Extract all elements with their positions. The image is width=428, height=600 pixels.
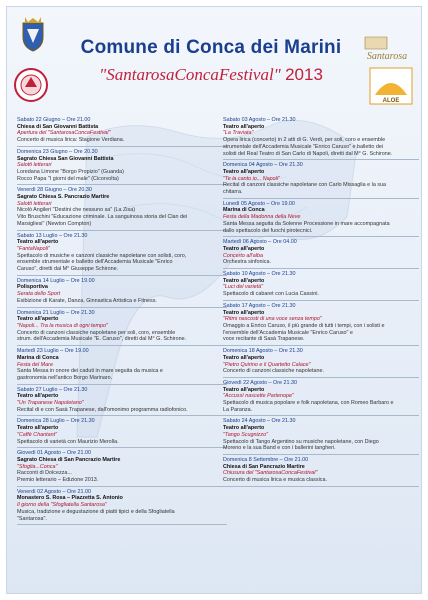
event-description-line: "Santarosa". bbox=[17, 515, 47, 522]
event-item bbox=[17, 185, 227, 230]
event-title: "Sfoglia...Conca" bbox=[17, 463, 58, 470]
event-description-line: Spettacolo di varietà con Maurizio Merolla. bbox=[17, 438, 119, 445]
event-description-line: La Paranza. bbox=[223, 406, 253, 413]
event-date: Sabato 24 Agosto – Ore 21.30 bbox=[223, 418, 296, 425]
event-date: Domenica 28 Luglio – Ore 21.30 bbox=[17, 418, 95, 425]
event-description-line: chitarra. bbox=[223, 189, 243, 196]
event-item bbox=[223, 378, 419, 417]
event-description-line: Marsigliesi" (Newton Compton) bbox=[17, 220, 92, 227]
event-description-line: Recital di canzoni classiche napoletane con Carlo Missaglia e la sua bbox=[223, 182, 387, 189]
event-date: Sabato 03 Agosto – Ore 21.30 bbox=[223, 117, 296, 123]
event-description-line: Vito Bruschini "Educazione criminale. La sanguinosa storia del Clan dei bbox=[17, 214, 188, 221]
event-description-line: strumentale dell'Accademia Musicale "Enrico Caruso" e balletto dei bbox=[223, 143, 384, 150]
event-description-line: Santa Messa in onore dei caduti in mare seguita da musica e bbox=[17, 368, 163, 375]
event-venue: Teatro all'aperto bbox=[17, 393, 59, 400]
event-description-line: voce recitante di Sasà Trapanese. bbox=[223, 336, 305, 343]
event-venue: Teatro all'aperto bbox=[223, 123, 265, 130]
event-date: Martedì 06 Agosto – Ore 04.00 bbox=[223, 239, 297, 246]
event-description-line: Omaggio a Enrico Caruso, il più grande di tutti i tempi, con i solisti e bbox=[223, 322, 385, 329]
event-title: "Accussì nascette Partenope" bbox=[223, 393, 294, 400]
events-column-right bbox=[223, 115, 419, 487]
event-title: "Tango Scugnizzo" bbox=[223, 431, 268, 438]
festival-subtitle bbox=[61, 65, 361, 85]
event-description-line: Rocco Papa "I giorni del male" (Cicorvolta) bbox=[17, 175, 119, 182]
event-item bbox=[223, 455, 419, 487]
event-title: "Un Trapanese Napoletano" bbox=[17, 400, 84, 407]
event-venue: Chiesa di San Giovanni Battista bbox=[17, 123, 99, 130]
event-date: Domenica 23 Giugno – Ore 20.30 bbox=[17, 148, 98, 155]
event-venue: Teatro all'aperto bbox=[223, 168, 265, 175]
event-title: "Caffè Chantant" bbox=[17, 431, 58, 438]
event-description-line: Premio letterario – Edizione 2013. bbox=[17, 477, 99, 484]
event-venue: Teatro all'aperto bbox=[223, 425, 265, 432]
event-description-line: Opera lirica (concerto) in 2 atti di G. Verdi, per soli, coro e ensemble bbox=[223, 137, 386, 144]
event-title: "Luci del varietà" bbox=[223, 284, 264, 291]
event-item bbox=[223, 237, 419, 269]
event-item bbox=[17, 276, 227, 308]
event-venue: Polisportiva bbox=[17, 284, 48, 291]
event-date: Giovedì 01 Agosto – Ore 21.00 bbox=[17, 450, 92, 457]
event-description-line: dallo spettacolo dei fuochi pirotecnici. bbox=[223, 227, 313, 234]
event-venue: Teatro all'aperto bbox=[223, 354, 265, 361]
event-venue: Monastero S. Rosa – Piazzetta S. Antonio bbox=[17, 495, 123, 502]
event-description-line: Concerto di canzoni classiche napoletane per soli, coro, ensemble bbox=[17, 329, 176, 336]
event-description-line: Spettacolo di Tango Argentino su musiche napoletane, con Diego bbox=[223, 438, 379, 445]
event-venue: Teatro all'aperto bbox=[223, 245, 265, 252]
event-title: Chiusura del "SantarosaConcaFestival" bbox=[223, 470, 318, 477]
event-description-line: Spettacolo di cabaret con Lucia Cassini. bbox=[223, 291, 319, 298]
event-item bbox=[17, 448, 227, 487]
event-title: Il giorno della "Sfogliatella Santarosa" bbox=[17, 502, 107, 509]
event-item bbox=[17, 416, 227, 448]
pro-loco-badge-icon bbox=[13, 67, 49, 103]
event-venue: Teatro all'aperto bbox=[223, 309, 265, 316]
santarosa-logo-text: Santarosa bbox=[366, 51, 408, 62]
event-description-line: l'ensemble dell'Accademia Musicale "Enrico Caruso" e bbox=[223, 329, 353, 336]
event-description-line: Orchestra sinfonica. bbox=[223, 259, 271, 266]
event-item bbox=[17, 147, 227, 186]
event-title: Concerto all'alba bbox=[223, 252, 263, 259]
event-description-line: strum. dell'Accademia Musicale "E. Caruso", diretti dal M° G. Schirone. bbox=[17, 336, 187, 343]
event-item bbox=[17, 385, 227, 417]
event-date: Sabato 27 Luglio – Ore 21.30 bbox=[17, 386, 88, 393]
event-venue: Teatro all'aperto bbox=[223, 386, 265, 393]
event-venue: Chiesa di San Pancrazio Martire bbox=[223, 463, 305, 470]
event-description-line: Esibizione di Karate, Danza, Ginnastica Artistica e Fitness. bbox=[17, 297, 157, 304]
event-date: Sabato 17 Agosto – Ore 21.30 bbox=[223, 302, 296, 309]
event-date: Venerdì 28 Giugno – Ore 20.30 bbox=[17, 187, 92, 194]
event-description-line: Concerto di musica lirica: Stagione Verdiana. bbox=[17, 137, 125, 144]
event-description-line: gastronomia nell'antico Borgo Marinaro. bbox=[17, 374, 113, 381]
event-description-line: Spettacolo di musiche e canzoni classiche napoletane con solisti, coro, bbox=[17, 252, 187, 259]
event-venue: Sagrato Chiesa di San Pancrazio Martire bbox=[17, 456, 121, 463]
festival-year: 2013 bbox=[285, 65, 323, 84]
event-description-line: Recital di e con Sasà Trapanese, dall'omonimo programma radiofonico. bbox=[17, 406, 188, 413]
event-venue: Teatro all'aperto bbox=[17, 425, 59, 432]
event-description-line: Spettacolo di musica popolare e folk napoletana, con Romeo Barbaro e bbox=[223, 400, 394, 407]
event-title: "FantaNapoli" bbox=[17, 245, 50, 252]
event-item bbox=[17, 115, 227, 147]
event-item bbox=[223, 160, 419, 199]
event-item bbox=[17, 346, 227, 385]
event-date: Giovedì 22 Agosto – Ore 21.30 bbox=[223, 379, 298, 386]
event-item bbox=[17, 308, 227, 347]
event-description-line: Moreno e la sua Band e con i ballerini tangheri. bbox=[223, 445, 336, 452]
event-description-line: Concerto di musica lirica e musica classica. bbox=[223, 477, 327, 484]
event-venue: Teatro all'aperto bbox=[223, 277, 265, 284]
event-title: Serata dello Sport bbox=[17, 291, 61, 298]
event-description-line: Loredana Limone "Borgo Propizio" (Guanda) bbox=[17, 168, 124, 175]
event-description-line: Concerto di canzoni classiche napoletane. bbox=[223, 368, 324, 375]
event-item bbox=[223, 269, 419, 301]
event-title: Apertura del "SantarosaConcaFestival" bbox=[17, 130, 111, 137]
event-item bbox=[223, 115, 419, 160]
event-date: Lunedì 05 Agosto – Ore 19.00 bbox=[223, 200, 295, 207]
event-date: Domenica 18 Agosto – Ore 21.30 bbox=[223, 348, 303, 355]
event-item bbox=[17, 487, 227, 526]
event-title: Festa del Mare bbox=[17, 361, 53, 368]
event-date: Sabato 13 Luglio – Ore 21.30 bbox=[17, 232, 88, 239]
santarosa-logo-icon bbox=[357, 33, 417, 63]
page-title: Comune di Conca dei Marini bbox=[80, 37, 342, 58]
event-title: "Napoli... Tra la musica di ogni tempo" bbox=[17, 322, 108, 329]
event-title: Salotti letterari bbox=[17, 162, 52, 169]
event-description-line: Musica, tradizione e degustazione di piatti tipici e della Sfogliatella bbox=[17, 508, 175, 515]
festival-name: "SantarosaConcaFestival" bbox=[99, 65, 281, 84]
event-description-line: Racconti di Dolcezza... bbox=[17, 470, 72, 477]
events-column-left bbox=[17, 115, 227, 525]
event-title: "Te la canto io... Napoli" bbox=[223, 175, 280, 182]
event-venue: Sagrato Chiesa San Giovanni Battista bbox=[17, 155, 114, 162]
event-date: Sabato 22 Giugno – Ore 21.00 bbox=[17, 117, 91, 123]
event-venue: Teatro all'aperto bbox=[17, 316, 59, 323]
event-date: Domenica 14 Luglio – Ore 19.00 bbox=[17, 277, 95, 284]
event-description-line: solisti del Real Teatro di San Carlo di Napoli, diretti dal M° G. Schirone. bbox=[223, 150, 393, 157]
event-description-line: ensemble strumentale e balletto dell'Accademia Musicale "Enrico bbox=[17, 259, 173, 266]
event-date: Domenica 04 Agosto – Ore 21.30 bbox=[223, 162, 303, 169]
festival-poster bbox=[6, 6, 422, 594]
event-title: Festa della Madonna della Neve bbox=[223, 214, 301, 221]
event-item bbox=[223, 416, 419, 455]
event-item bbox=[223, 301, 419, 346]
event-item bbox=[223, 199, 419, 238]
poster-header bbox=[7, 7, 422, 104]
event-item bbox=[17, 231, 227, 276]
event-description-line: Caruso", diretti dal M° Giuseppe Schirone. bbox=[17, 266, 119, 273]
event-venue: Teatro all'aperto bbox=[17, 239, 59, 246]
event-date: Sabato 10 Agosto – Ore 21.30 bbox=[223, 271, 296, 278]
event-date: Domenica 21 Luglio – Ore 21.30 bbox=[17, 309, 95, 316]
event-title: "Pietro Quirino e il Quartetto Calace" bbox=[223, 361, 311, 368]
event-title: "La Traviata" bbox=[223, 130, 254, 137]
event-date: Venerdì 02 Agosto – Ore 21.00 bbox=[17, 488, 92, 495]
event-title: "Ritmi nascosti di una voce senza tempo" bbox=[223, 316, 322, 323]
event-date: Domenica 8 Settembre – Ore 21.00 bbox=[223, 456, 309, 463]
event-description-line: Nicolò Angileri "Destini che nessuno sa" (La Zisa) bbox=[17, 207, 135, 214]
event-venue: Sagrato Chiesa S. Pancrazio Martire bbox=[17, 194, 110, 201]
aloe-logo-text: ALOE bbox=[382, 98, 400, 104]
municipal-crest-icon bbox=[19, 15, 47, 53]
aloe-logo-icon bbox=[369, 67, 413, 105]
event-item bbox=[223, 346, 419, 378]
event-venue: Marina di Conca bbox=[17, 354, 59, 361]
event-date: Martedì 23 Luglio – Ore 19.00 bbox=[17, 348, 89, 355]
event-title: Salotti letterari bbox=[17, 200, 52, 207]
event-description-line: Santa Messa seguita da Solenne Processione in mare accompagnata bbox=[223, 220, 390, 227]
event-venue: Marina di Conca bbox=[223, 207, 265, 214]
